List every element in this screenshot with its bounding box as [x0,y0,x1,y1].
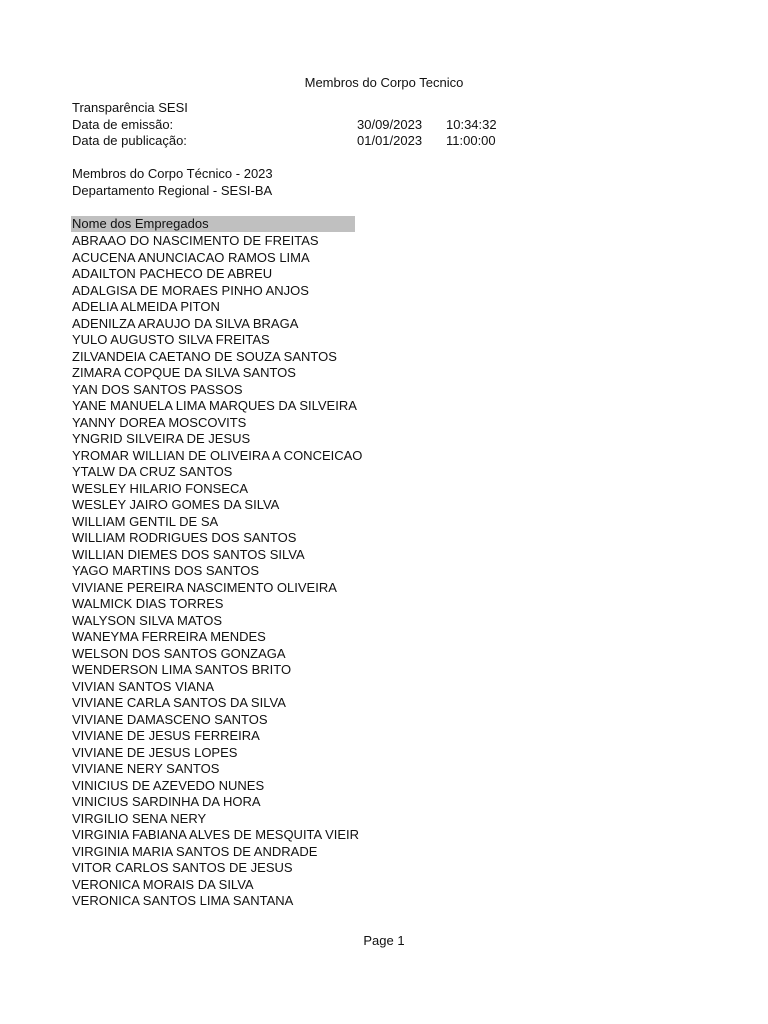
emission-label: Data de emissão: [72,117,174,132]
list-item: ACUCENA ANUNCIACAO RAMOS LIMA [72,249,310,265]
column-header-employee-name: Nome dos Empregados [71,216,355,232]
list-item: VIVIANE DE JESUS FERREIRA [72,728,260,743]
publication-date: 01/01/2023 [357,133,423,148]
list-item: YROMAR WILLIAN DE OLIVEIRA A CONCEICAO [72,447,363,463]
list-item: WALYSON SILVA MATOS [72,612,223,628]
list-item: YAGO MARTINS DOS SANTOS [72,563,260,578]
source-label: Transparência SESI [72,100,188,115]
subtitle-line-2: Departamento Regional - SESI-BA [72,183,273,198]
list-item: VERONICA MORAIS DA SILVA [72,876,254,892]
list-item: ADAILTON PACHECO DE ABREU [72,266,273,281]
list-item: ADENILZA ARAUJO DA SILVA BRAGA [72,315,299,331]
list-item: ZILVANDEIA CAETANO DE SOUZA SANTOS [72,348,337,364]
list-item: VIVIANE PEREIRA NASCIMENTO OLIVEIRA [72,579,337,595]
list-item: VINICIUS DE AZEVEDO NUNES [72,777,265,793]
list-item: VIVIANE CARLA SANTOS DA SILVA [72,695,286,710]
list-item: VIVIANE DE JESUS LOPES [72,744,238,760]
emission-date: 30/09/2023 [357,117,423,132]
list-item: YAN DOS SANTOS PASSOS [72,381,243,397]
publication-time: 11:00:00 [446,133,496,148]
list-item: YTALW DA CRUZ SANTOS [72,464,233,479]
list-item: VIVIANE NERY SANTOS [72,761,220,776]
list-item: VINICIUS SARDINHA DA HORA [72,794,261,809]
list-item: ADALGISA DE MORAES PINHO ANJOS [72,282,309,298]
list-item: WESLEY JAIRO GOMES DA SILVA [72,497,280,512]
list-item: VIRGILIO SENA NERY [72,810,207,826]
list-item: VIVIAN SANTOS VIANA [72,678,215,694]
list-item: YANNY DOREA MOSCOVITS [72,414,247,430]
list-item: VIVIANE DAMASCENO SANTOS [72,711,268,727]
list-item: VIRGINIA FABIANA ALVES DE MESQUITA VIEIR [72,827,360,842]
list-item: YULO AUGUSTO SILVA FREITAS [72,332,270,347]
list-item: VITOR CARLOS SANTOS DE JESUS [72,860,293,875]
list-item: WILLIAN DIEMES DOS SANTOS SILVA [72,546,305,562]
publication-label: Data de publicação: [72,133,187,148]
employee-name-list [72,233,362,910]
list-item: WESLEY HILARIO FONSECA [72,480,249,496]
emission-time: 10:34:32 [446,117,497,132]
list-item: WELSON DOS SANTOS GONZAGA [72,645,286,661]
list-item: WILLIAM GENTIL DE SA [72,513,219,529]
list-item: YNGRID SILVEIRA DE JESUS [72,431,251,446]
list-item: WENDERSON LIMA SANTOS BRITO [72,662,292,677]
list-item: ABRAAO DO NASCIMENTO DE FREITAS [72,233,319,248]
list-item: WALMICK DIAS TORRES [72,596,224,611]
list-item: ZIMARA COPQUE DA SILVA SANTOS [72,365,296,380]
list-item: YANE MANUELA LIMA MARQUES DA SILVEIRA [72,398,357,413]
document-title: Membros do Corpo Tecnico [304,75,464,90]
list-item: ADELIA ALMEIDA PITON [72,299,220,314]
list-item: VERONICA SANTOS LIMA SANTANA [72,893,294,908]
list-item: WILLIAM RODRIGUES DOS SANTOS [72,530,297,545]
page-number: Page 1 [363,933,405,948]
subtitle-line-1: Membros do Corpo Técnico - 2023 [72,166,273,181]
list-item: VIRGINIA MARIA SANTOS DE ANDRADE [72,843,318,859]
list-item: WANEYMA FERREIRA MENDES [72,629,266,644]
